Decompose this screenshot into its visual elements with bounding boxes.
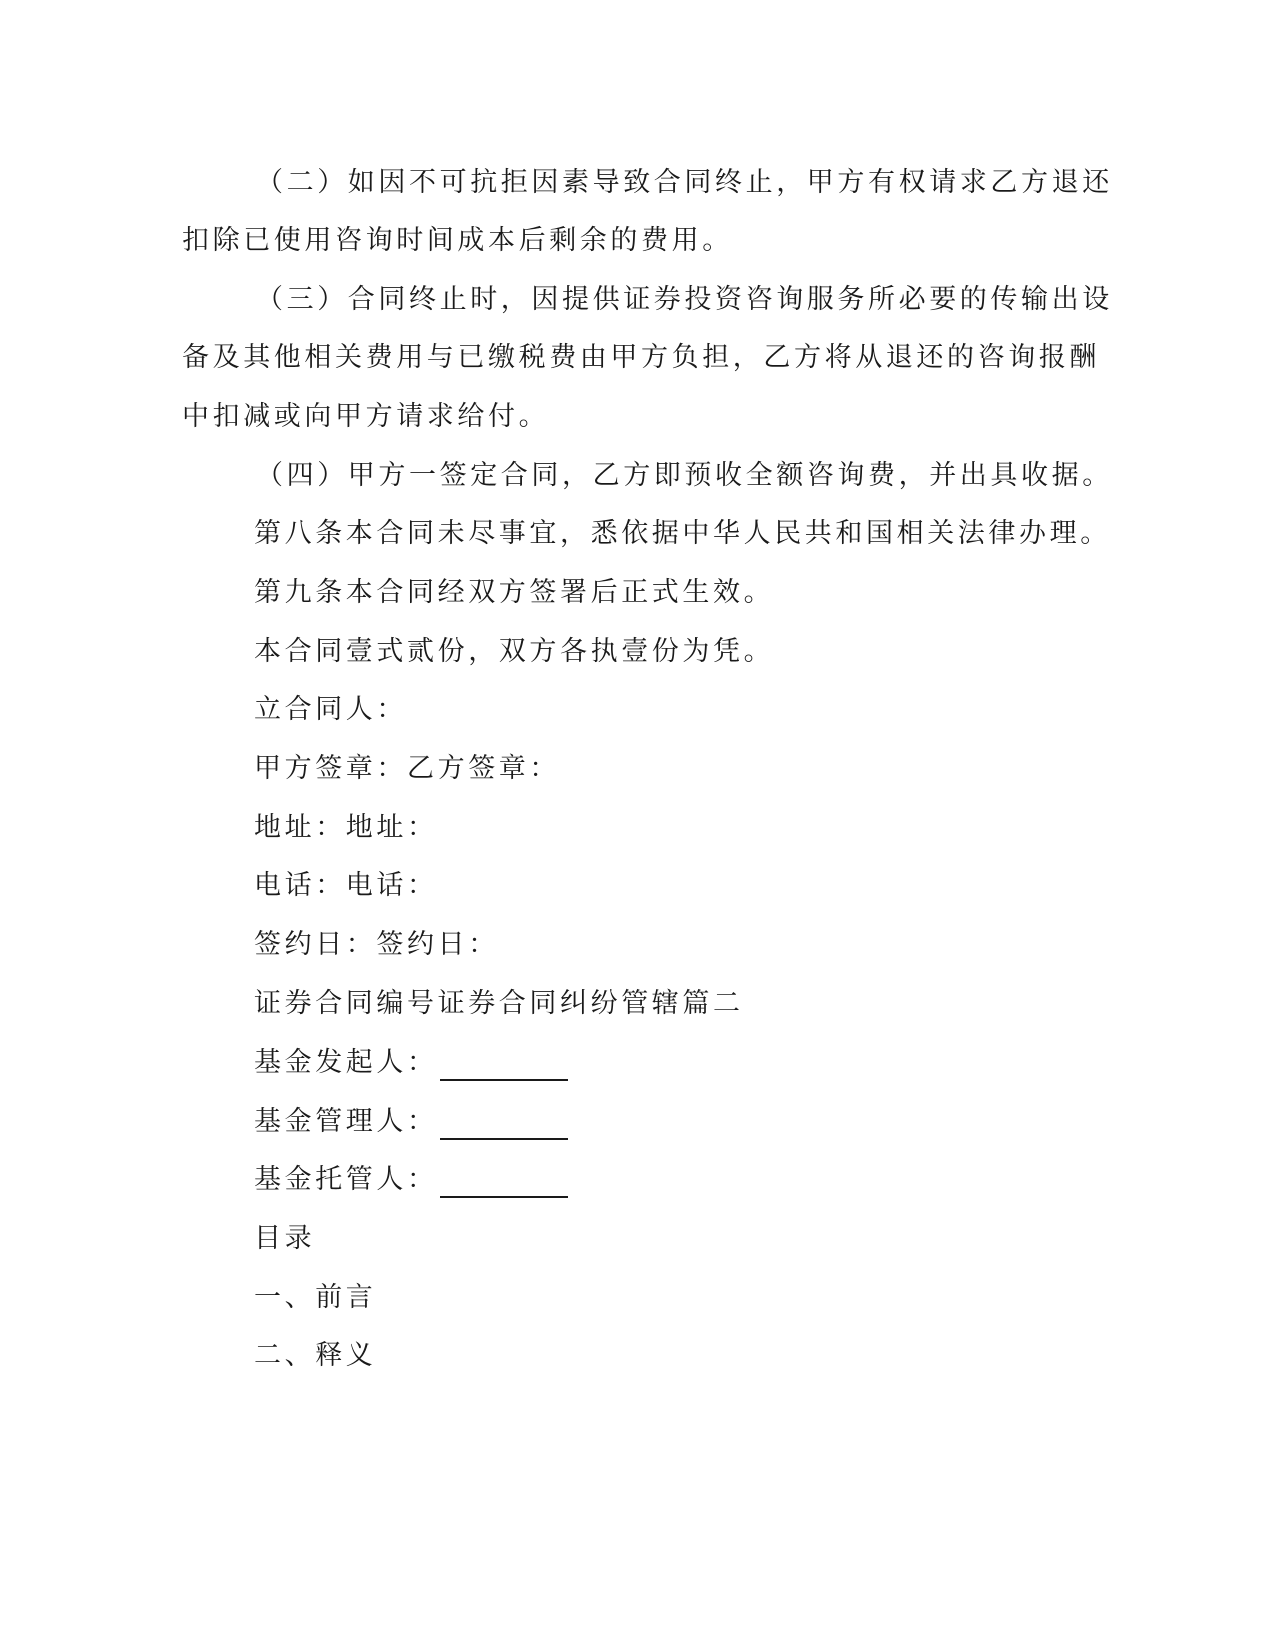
fund-custodian-label: 基金托管人： — [254, 1164, 438, 1195]
phone-line: 电话：电话： — [254, 870, 438, 901]
fund-sponsor-row — [254, 1045, 568, 1081]
article-9: 第九条本合同经双方签署后正式生效。 — [254, 577, 775, 608]
fund-sponsor-blank — [440, 1049, 568, 1081]
clause-3-line-2: 备及其他相关费用与已缴税费由甲方负担，乙方将从退还的咨询报酬 — [182, 342, 1100, 373]
contract-parties: 立合同人： — [254, 694, 407, 725]
clause-3-line-3: 中扣减或向甲方请求给付。 — [182, 401, 550, 432]
clause-4: （四）甲方一签定合同，乙方即预收全额咨询费，并出具收据。 — [256, 460, 1113, 491]
fund-manager-row — [254, 1104, 568, 1140]
clause-2-line-1: （二）如因不可抗拒因素导致合同终止，甲方有权请求乙方退还 — [256, 167, 1113, 198]
fund-manager-blank — [440, 1108, 568, 1140]
fund-manager-label: 基金管理人： — [254, 1106, 438, 1137]
clause-2-line-2: 扣除已使用咨询时间成本后剩余的费用。 — [182, 225, 733, 256]
article-8: 第八条本合同未尽事宜，悉依据中华人民共和国相关法律办理。 — [254, 518, 1111, 549]
address-line: 地址：地址： — [254, 812, 438, 843]
section-title: 证券合同编号证券合同纠纷管辖篇二 — [254, 988, 744, 1019]
toc-title: 目录 — [254, 1223, 316, 1254]
fund-custodian-blank — [440, 1166, 568, 1198]
fund-custodian-row — [254, 1162, 568, 1198]
toc-item-2: 二、释义 — [254, 1340, 377, 1371]
copies-statement: 本合同壹式贰份，双方各执壹份为凭。 — [254, 636, 775, 667]
signature-line: 甲方签章：乙方签章： — [254, 753, 560, 784]
toc-item-1: 一、前言 — [254, 1282, 377, 1313]
fund-sponsor-label: 基金发起人： — [254, 1047, 438, 1078]
sign-date-line: 签约日：签约日： — [254, 929, 499, 960]
clause-3-line-1: （三）合同终止时，因提供证券投资咨询服务所必要的传输出设 — [256, 284, 1113, 315]
